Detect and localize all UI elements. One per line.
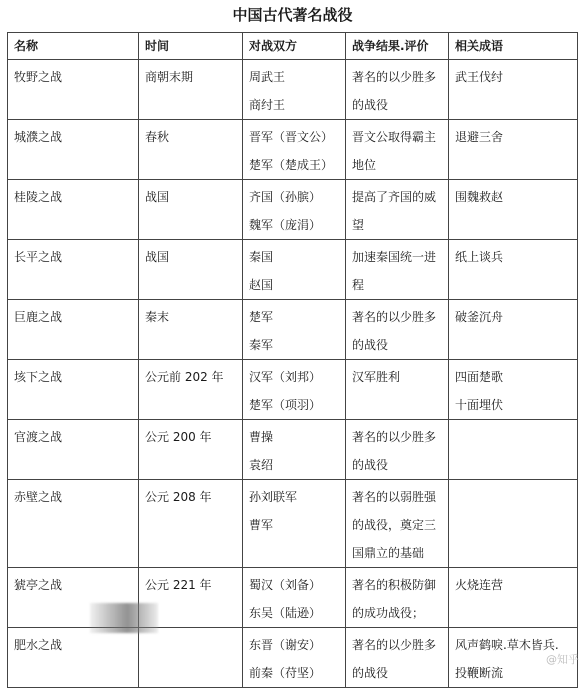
cell-sides-line: 晋军（晋文公）	[249, 130, 334, 144]
cell-sides	[243, 120, 346, 180]
cell-idioms-line: 纸上谈兵	[455, 250, 504, 264]
cell-sides	[243, 420, 346, 480]
cell-sides-line: 袁绍	[249, 458, 274, 472]
cell-result	[346, 240, 449, 300]
cell-result-line: 著名的以少胜多	[352, 430, 437, 444]
header-result: 战争结果.评价	[346, 33, 449, 60]
cell-sides	[243, 60, 346, 120]
cell-idioms-line: 武王伐纣	[455, 70, 504, 84]
cell-sides	[243, 180, 346, 240]
watermark: @知乎	[546, 653, 579, 666]
cell-time: 公元 221 年	[139, 568, 243, 628]
cell-result-line: 程	[352, 278, 365, 292]
cell-result-line: 的战役	[352, 98, 389, 112]
table-row	[8, 180, 578, 240]
cell-result-line: 著名的以少胜多	[352, 310, 437, 324]
cell-idioms	[449, 240, 578, 300]
table-row	[8, 480, 578, 568]
cell-idioms	[449, 360, 578, 420]
cell-result	[346, 480, 449, 568]
cell-result	[346, 180, 449, 240]
cell-name: 肥水之战	[8, 628, 139, 688]
cell-sides-line: 秦军	[249, 338, 274, 352]
cell-sides-line: 商纣王	[249, 98, 286, 112]
cell-idioms-line: 破釜沉舟	[455, 310, 504, 324]
cell-sides-line: 曹军	[249, 518, 274, 532]
cell-idioms	[449, 60, 578, 120]
cell-result	[346, 300, 449, 360]
cell-result-line: 的战役	[352, 666, 389, 680]
cell-sides-line: 楚军（楚成王）	[249, 158, 334, 172]
cell-idioms	[449, 420, 578, 480]
cell-time: 春秋	[139, 120, 243, 180]
cell-name: 赤壁之战	[8, 480, 139, 568]
cell-result-line: 的战役	[352, 458, 389, 472]
cell-sides-line: 前秦（苻坚）	[249, 666, 322, 680]
table-row	[8, 240, 578, 300]
cell-time: 秦末	[139, 300, 243, 360]
redaction-blur	[90, 603, 158, 633]
cell-idioms-line: 风声鹤唳.草木皆兵.	[455, 638, 559, 652]
cell-name: 牧野之战	[8, 60, 139, 120]
cell-sides-line: 楚军	[249, 310, 274, 324]
cell-idioms-line: 火烧连营	[455, 578, 504, 592]
battles-table	[7, 32, 578, 688]
table-row	[8, 628, 578, 688]
cell-result	[346, 120, 449, 180]
table-row	[8, 420, 578, 480]
cell-result-line: 著名的积极防御	[352, 578, 437, 592]
cell-result-line: 著名的以少胜多	[352, 638, 437, 652]
cell-sides-line: 魏军（庞涓）	[249, 218, 322, 232]
cell-result-line: 汉军胜利	[352, 370, 401, 384]
cell-idioms-line: 退避三舍	[455, 130, 504, 144]
header-time: 时间	[139, 33, 243, 60]
cell-idioms	[449, 180, 578, 240]
cell-result-line: 晋文公取得霸主	[352, 130, 437, 144]
cell-name: 巨鹿之战	[8, 300, 139, 360]
cell-name: 垓下之战	[8, 360, 139, 420]
cell-sides	[243, 568, 346, 628]
cell-result-line: 加速秦国统一进	[352, 250, 437, 264]
cell-time: 公元前 202 年	[139, 360, 243, 420]
cell-result	[346, 420, 449, 480]
cell-result	[346, 568, 449, 628]
cell-result-line: 望	[352, 218, 365, 232]
cell-sides-line: 秦国	[249, 250, 274, 264]
cell-idioms	[449, 480, 578, 568]
header-idioms: 相关成语	[449, 33, 578, 60]
cell-sides-line: 楚军（项羽）	[249, 398, 322, 412]
cell-sides-line: 汉军（刘邦）	[249, 370, 322, 384]
cell-sides-line: 东吴（陆逊）	[249, 606, 322, 620]
cell-result-line: 著名的以弱胜强	[352, 490, 437, 504]
cell-sides-line: 曹操	[249, 430, 274, 444]
page-title: 中国古代著名战役	[232, 6, 353, 24]
cell-result-line: 的战役	[352, 338, 389, 352]
cell-sides-line: 蜀汉（刘备）	[249, 578, 322, 592]
cell-result-line: 的战役，奠定三	[352, 518, 437, 532]
cell-idioms	[449, 120, 578, 180]
cell-sides-line: 赵国	[249, 278, 274, 292]
cell-time: 战国	[139, 180, 243, 240]
cell-result	[346, 628, 449, 688]
cell-time: 公元 200 年	[139, 420, 243, 480]
cell-sides	[243, 480, 346, 568]
cell-idioms	[449, 568, 578, 628]
cell-result-line: 国鼎立的基础	[352, 546, 425, 560]
table-row	[8, 360, 578, 420]
cell-sides-line: 东晋（谢安）	[249, 638, 322, 652]
table-row	[8, 120, 578, 180]
cell-time	[139, 628, 243, 688]
cell-time: 战国	[139, 240, 243, 300]
header-sides: 对战双方	[243, 33, 346, 60]
cell-sides-line: 周武王	[249, 70, 286, 84]
cell-sides	[243, 360, 346, 420]
cell-sides	[243, 628, 346, 688]
cell-idioms	[449, 300, 578, 360]
cell-sides-line: 孙刘联军	[249, 490, 298, 504]
cell-result-line: 的成功战役；	[352, 606, 425, 620]
cell-result-line: 著名的以少胜多	[352, 70, 437, 84]
header-name: 名称	[8, 33, 139, 60]
cell-result-line: 提高了齐国的威	[352, 190, 437, 204]
cell-idioms-line: 围魏救赵	[455, 190, 504, 204]
cell-time: 公元 208 年	[139, 480, 243, 568]
cell-sides	[243, 300, 346, 360]
cell-idioms-line: 四面楚歌	[455, 370, 504, 384]
cell-result-line: 地位	[352, 158, 377, 172]
cell-idioms-line: 投鞭断流	[455, 666, 504, 680]
table-row	[8, 300, 578, 360]
cell-result	[346, 60, 449, 120]
table-header-row	[8, 33, 578, 60]
cell-result	[346, 360, 449, 420]
cell-idioms-line: 十面埋伏	[455, 398, 504, 412]
cell-time: 商朝末期	[139, 60, 243, 120]
table-row	[8, 60, 578, 120]
cell-name: 城濮之战	[8, 120, 139, 180]
cell-name: 桂陵之战	[8, 180, 139, 240]
cell-name: 长平之战	[8, 240, 139, 300]
cell-name: 猇亭之战	[8, 568, 139, 628]
cell-sides-line: 齐国（孙膑）	[249, 190, 322, 204]
cell-sides	[243, 240, 346, 300]
cell-name: 官渡之战	[8, 420, 139, 480]
